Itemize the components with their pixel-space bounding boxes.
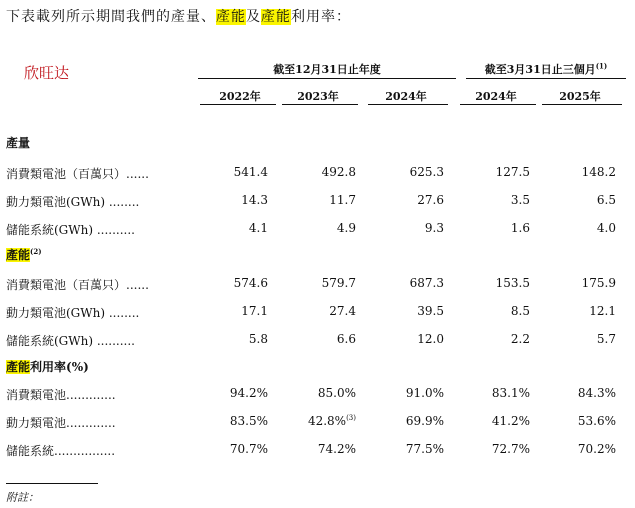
cell-value: 70.2% [577, 442, 616, 456]
row-label: 儲能系統(GWh) .......... [6, 223, 135, 237]
cell-value: 84.3% [577, 386, 616, 400]
cell-value: 12.1 [589, 304, 616, 318]
cell-value: 5.7 [596, 332, 616, 346]
cell-value: 53.6% [577, 414, 616, 428]
table-row [0, 221, 635, 241]
table-row [0, 193, 635, 213]
highlight-capacity-2: 產能 [261, 9, 291, 25]
table-row [0, 442, 635, 462]
cell-value: 148.2 [581, 165, 616, 179]
section-title-1: 產能$^{(2)}$ [6, 247, 42, 262]
cell-value: 27.6 [417, 193, 444, 207]
year-header-rule-1 [282, 104, 358, 105]
cell-value: 4.0 [596, 221, 616, 235]
cell-value: 3.5 [510, 193, 530, 207]
section-title-0: 產量 [6, 136, 31, 150]
cell-value: 625.3 [409, 165, 444, 179]
cell-value: 1.6 [510, 221, 530, 235]
table-row [0, 276, 635, 296]
cell-value: 6.6 [336, 332, 356, 346]
cell-value: 17.1 [241, 304, 268, 318]
table-row [0, 332, 635, 352]
year-header-rule-4 [542, 104, 622, 105]
footnote-rule [6, 483, 98, 484]
cell-value: 69.9% [405, 414, 444, 428]
cell-value: 83.1% [491, 386, 530, 400]
cell-value: 153.5 [495, 276, 530, 290]
row-label: 消費類電池（百萬只）...... [6, 278, 149, 292]
cell-value: 91.0% [405, 386, 444, 400]
row-label: 消費類電池（百萬只）...... [6, 167, 149, 181]
year-header-rule-2 [368, 104, 448, 105]
row-label: 儲能系統................ [6, 444, 116, 458]
year-header-rule-3 [460, 104, 536, 105]
cell-value: 579.7 [321, 276, 356, 290]
cell-value: 12.0 [417, 332, 444, 346]
cell-value: 77.5% [405, 442, 444, 456]
cell-value: 6.5 [596, 193, 616, 207]
year-header-rule-0 [200, 104, 276, 105]
cell-value: 39.5 [417, 304, 444, 318]
cell-value: 94.2% [229, 386, 268, 400]
cell-value: 14.3 [241, 193, 268, 207]
row-label: 消費類電池............. [6, 388, 116, 402]
cell-value: 70.7% [229, 442, 268, 456]
cell-value: 492.8 [321, 165, 356, 179]
header-group-annual: 截至12月31日止年度 [273, 63, 381, 76]
header-group-annual-rule [198, 78, 456, 79]
brand-watermark: 欣旺达 [24, 64, 70, 82]
row-label: 儲能系統(GWh) .......... [6, 334, 135, 348]
cell-value: 127.5 [495, 165, 530, 179]
row-label: 動力類電池(GWh) ........ [6, 306, 140, 320]
cell-value: 74.2% [317, 442, 356, 456]
table-row [0, 386, 635, 406]
year-header-3: 2024年 [475, 90, 517, 103]
year-header-0: 2022年 [219, 90, 261, 103]
cell-value: 175.9 [581, 276, 616, 290]
table-row [0, 414, 635, 434]
year-header-2: 2024年 [385, 90, 427, 103]
cell-value: 9.3 [424, 221, 444, 235]
header-group-quarter: 截至3月31日止三個月$^{(1)}$ [484, 61, 608, 76]
cell-value: 574.6 [233, 276, 268, 290]
cell-value: 11.7 [329, 193, 356, 207]
cell-value: 4.1 [248, 221, 268, 235]
row-label: 動力類電池(GWh) ........ [6, 195, 140, 209]
cell-value: 83.5% [229, 414, 268, 428]
year-header-4: 2025年 [559, 90, 601, 103]
table-row [0, 304, 635, 324]
cell-value: 5.8 [248, 332, 268, 346]
cell-value: 41.2% [491, 414, 530, 428]
header-group-quarter-rule [466, 78, 626, 79]
cell-value: 85.0% [317, 386, 356, 400]
row-label: 動力類電池............. [6, 416, 116, 430]
year-header-1: 2023年 [297, 90, 339, 103]
cell-value: 687.3 [409, 276, 444, 290]
cell-value: 27.4 [329, 304, 356, 318]
table-row [0, 165, 635, 185]
cell-value: 8.5 [510, 304, 530, 318]
cell-value: 541.4 [233, 165, 268, 179]
footnote-label: 附註： [6, 491, 39, 504]
cell-value: 72.7% [491, 442, 530, 456]
cell-value: 2.2 [510, 332, 530, 346]
section-title-2: 產能利用率(%) [6, 360, 89, 374]
cell-value: 4.9 [336, 221, 356, 235]
cell-value: 42.8%$^{(3)}$ [307, 414, 356, 428]
highlight-capacity-1: 產能 [216, 9, 246, 25]
intro-text: 下表載列所示期間我們的產量、產能及產能利用率： [6, 9, 351, 25]
